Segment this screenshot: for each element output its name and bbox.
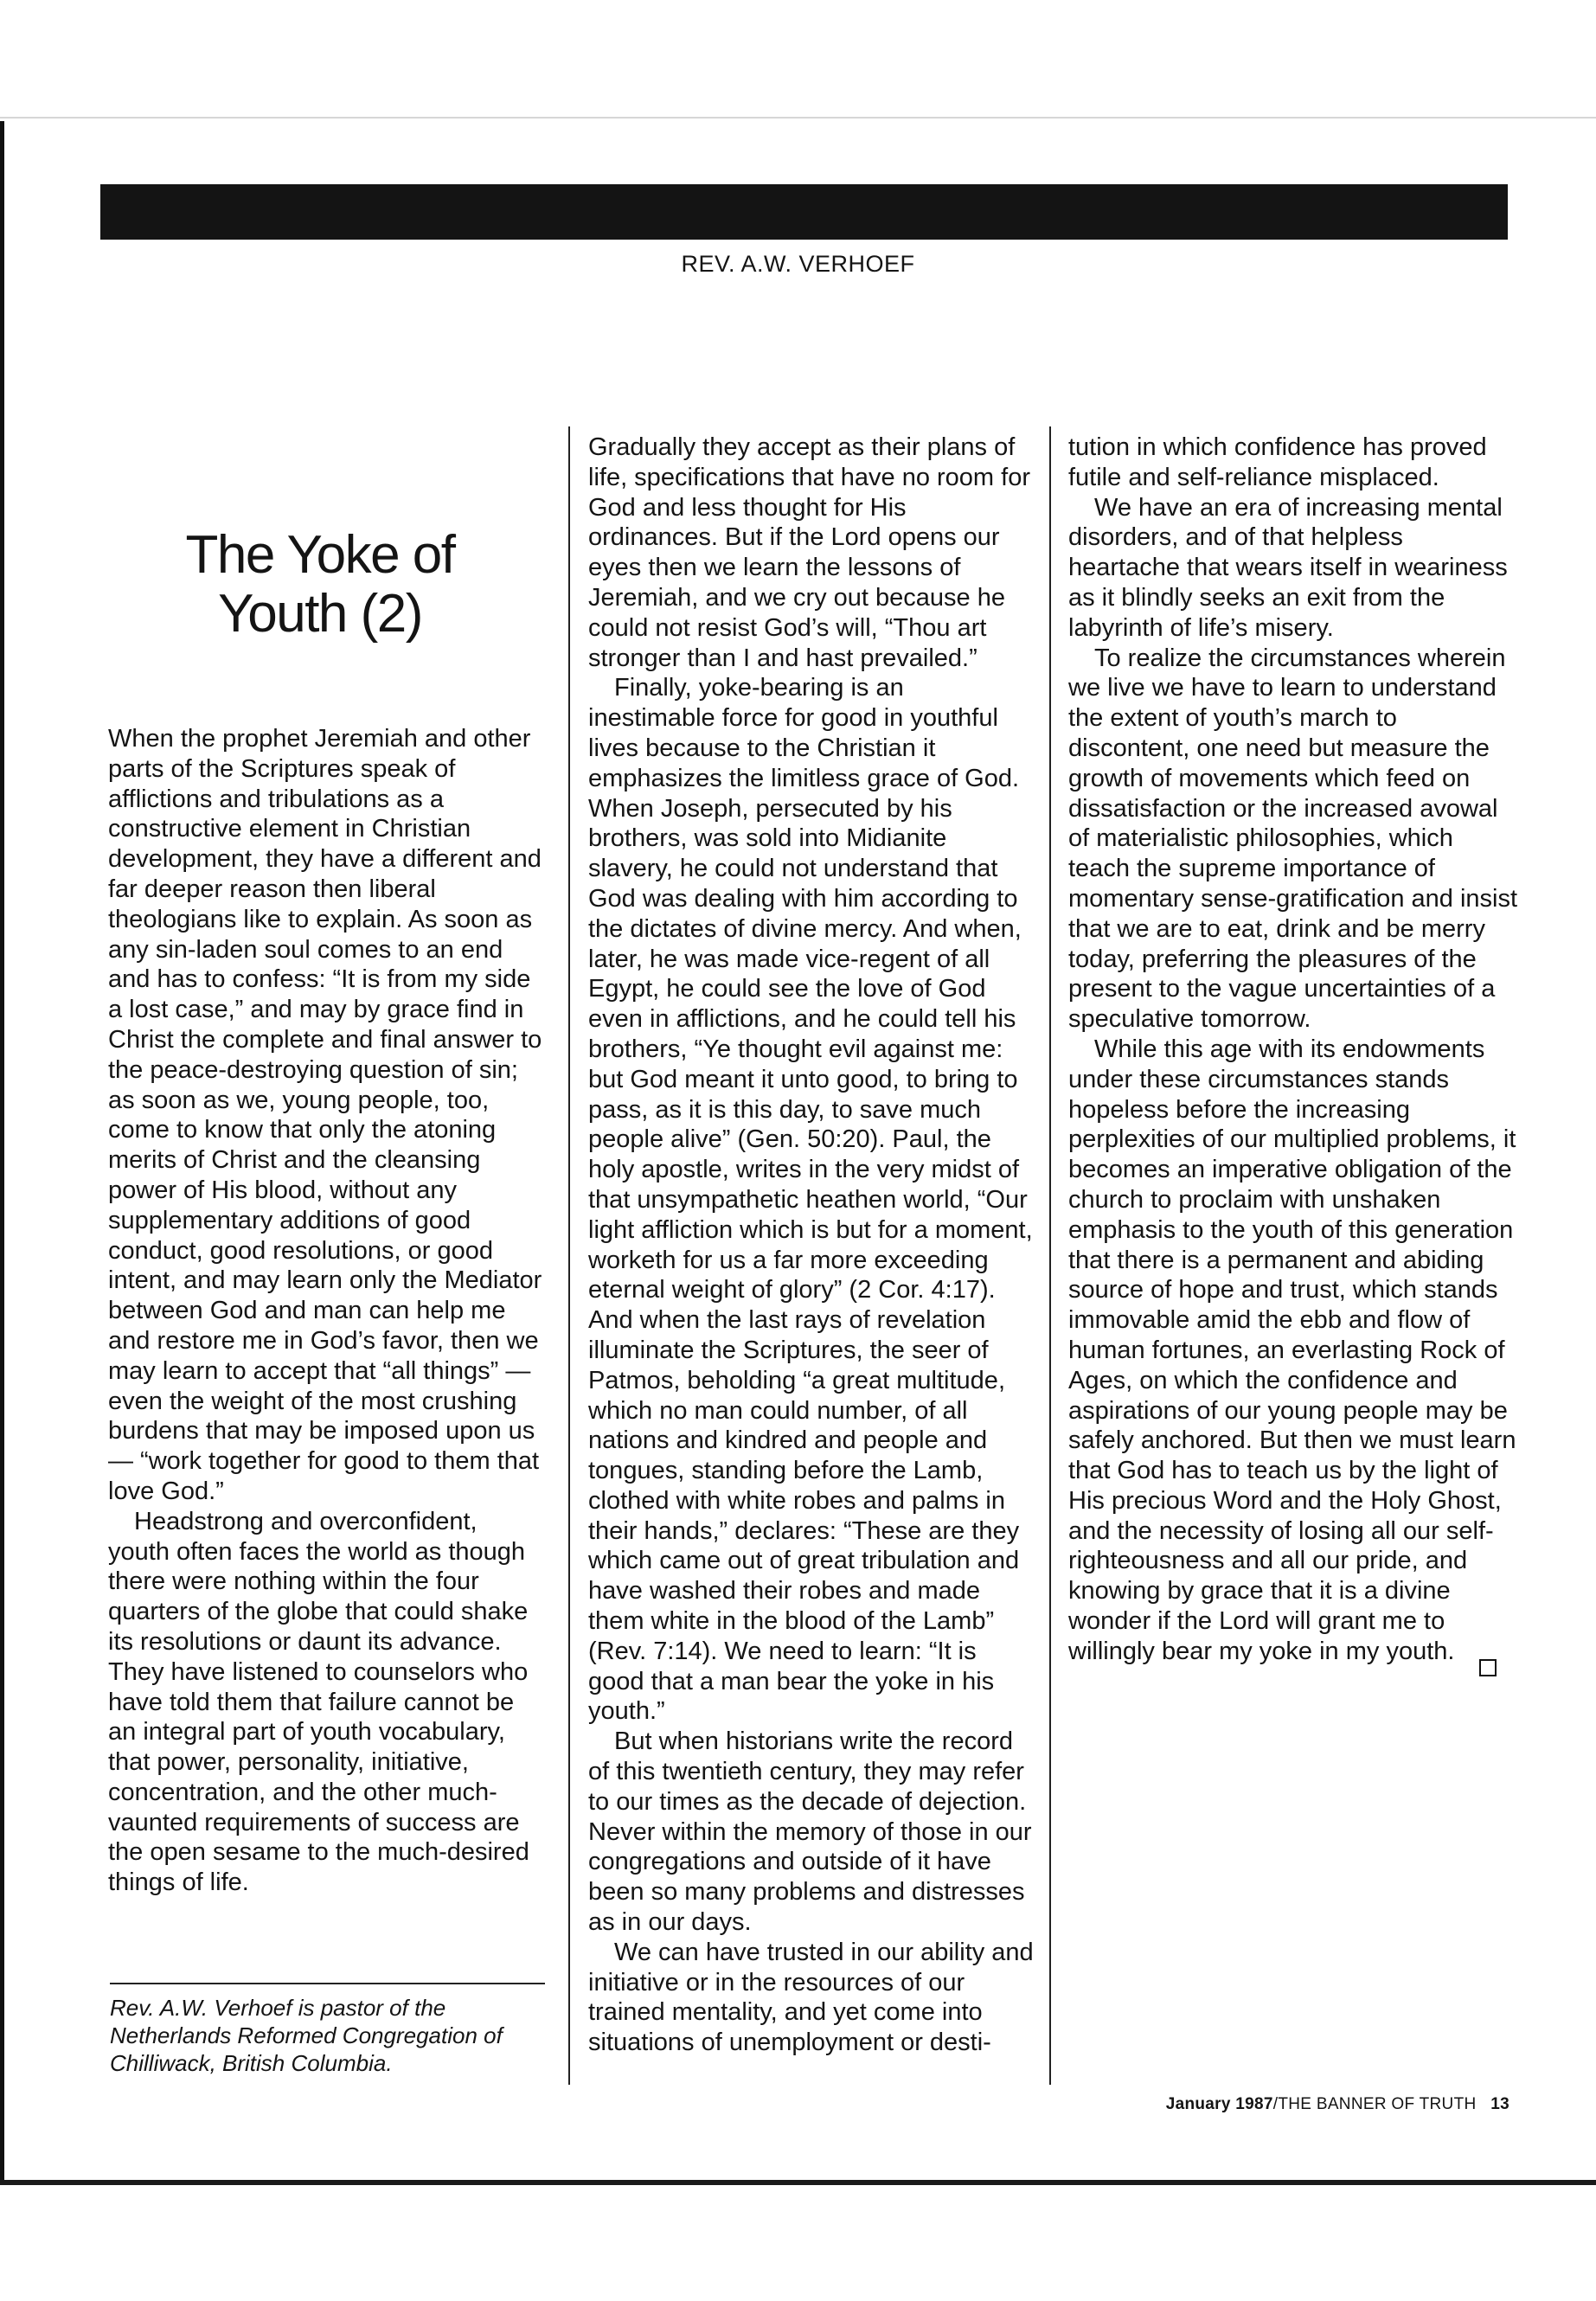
paragraph: We can have trusted in our ability and initiative or in the resources of our trained mentality, and yet come into situations of unemployment or desti- (588, 1938, 1034, 2057)
article-title (104, 526, 536, 644)
footer-publication: THE BANNER OF TRUTH (1278, 2095, 1477, 2113)
paragraph: Gradually they accept as their plans of life, specifications that have no room for God and less thought for His ordinances. But if the Lord opens our eyes then we learn the lessons of Jeremiah, and we cry out because he could not resist God’s will, “Thou art stronger than I and hast prevailed.” (588, 433, 1030, 672)
column-divider (1049, 426, 1051, 2085)
page-edge-line (0, 117, 1596, 119)
text-column-3 (1068, 433, 1518, 1667)
title-line-1: The Yoke of (185, 525, 455, 585)
footer-separator: / (1272, 2095, 1279, 2113)
author-note: Rev. A.W. Verhoef is pastor of the Netherlands Reformed Congregation of Chilliwack, British Columbia. (110, 1995, 503, 2076)
scan-left-border (0, 121, 4, 2184)
paragraph: tution in which confidence has proved futile and self-reliance misplaced. (1068, 433, 1487, 491)
text-column-1 (108, 724, 545, 1898)
paragraph: Finally, yoke-bearing is an inestimable force for good in youthful lives because to the Christian it emphasizes the limitless grace of God. When Joseph, persecuted by his brothers, was sold into Midianite slavery, he could not understand that God was dealing with him according to the dictates of divine mercy. And when, later, he was made vice-regent of all Egypt, he could see the love of God even in afflictions, and he could tell his brothers, “Ye thought evil against me: but God meant it unto good, to bring to pass, as it is this day, to save much people alive” (Gen. 50:20). Paul, the holy apostle, writes in the very midst of that unsympathetic heathen world, “Our light affliction which is but for a moment, worketh for us a far more exceeding eternal weight of glory” (2 Cor. 4:17). And when the last rays of revelation illuminate the Scriptures, the seer of Patmos, beholding “a great multitude, which no man could number, of all nations and kindred and people and tongues, standing before the Lamb, clothed with white robes and palms in their hands,” declares: “These are they which came out of great tribulation and have washed their robes and made them white in the blood of the Lamb” (Rev. 7:14). We need to learn: “It is good that a man bear the yoke in his youth.” (588, 674, 1033, 1726)
page-footer (1125, 2095, 1509, 2114)
end-of-article-square-icon (1479, 1659, 1497, 1676)
paragraph: We have an era of increasing mental disorders, and of that helpless heartache that wears itself in weariness as it blindly seeks an exit from the labyrinth of life’s misery. (1068, 493, 1508, 642)
paragraph: To realize the circumstances wherein we live we have to learn to understand the extent of youth’s march to discontent, one need but measure the growth of movements which feed on dissatisfaction or the increased avowal of materialistic philosophies, which teach the supreme importance of momentary sense-gratification and insist that we are to eat, drink and be merry today, preferring the pleasures of the present to the vague uncertainties of a speculative tomorrow. (1068, 644, 1518, 1034)
page-number: 13 (1490, 2095, 1509, 2113)
author-byline: REV. A.W. VERHOEF (681, 251, 915, 277)
paragraph: But when historians write the record of this twentieth century, they may refer to our times as the decade of dejection. Never within the memory of those in our congregations and outside of it have been so many problems and distresses as in our days. (588, 1727, 1032, 1937)
footer-date: January 1987 (1165, 2095, 1273, 2113)
paragraph: Headstrong and overconfident, youth often faces the world as though there were nothing within the four quarters of the globe that could shake its resolutions or daunt its advance. They have listened to counselors who have told them that failure cannot be an integral part of youth vocabulary, that power, personality, initiative, concentration, and the other much-vaunted requirements of success are the open sesame to the much-desired things of life. (108, 1507, 529, 1897)
title-line-2: Youth (2) (218, 584, 422, 644)
text-column-2 (588, 433, 1034, 2058)
header-banner (100, 184, 1508, 240)
column-divider (568, 426, 570, 2085)
author-note-divider (110, 1983, 545, 1984)
scan-bottom-border (0, 2180, 1596, 2185)
paragraph: While this age with its endowments under these circumstances stands hopeless before the increasing perplexities of our multiplied problems, it becomes an imperative obligation of the church to proclaim with unshaken emphasis to the youth of this generation that there is a permanent and abiding source of hope and trust, which stands immovable amid the ebb and flow of human fortunes, an everlasting Rock of Ages, on which the confidence and aspirations of our young people may be safely anchored. But then we must learn that God has to teach us by the light of His precious Word and the Holy Ghost, and the necessity of losing all our self-righteousness and all our pride, and knowing by grace that it is a divine wonder if the Lord will grant me to willingly bear my yoke in my youth. (1068, 1035, 1516, 1665)
paragraph: When the prophet Jeremiah and other parts of the Scriptures speak of afflictions and tribulations as a constructive element in Christian development, they have a different and far deeper reason then liberal theologians like to explain. As soon as any sin-laden soul comes to an end and has to confess: “It is from my side a lost case,” and may by grace find in Christ the complete and final answer to the peace-destroying question of sin; as soon as we, young people, too, come to know that only the atoning merits of Christ and the cleansing power of His blood, without any supplementary additions of good conduct, good resolutions, or good intent, and may learn only the Mediator between God and man can help me and restore me in God’s favor, then we may learn to accept that “all things” — even the weight of the most crushing burdens that may be imposed upon us — “work together for good to them that love God.” (108, 725, 542, 1505)
